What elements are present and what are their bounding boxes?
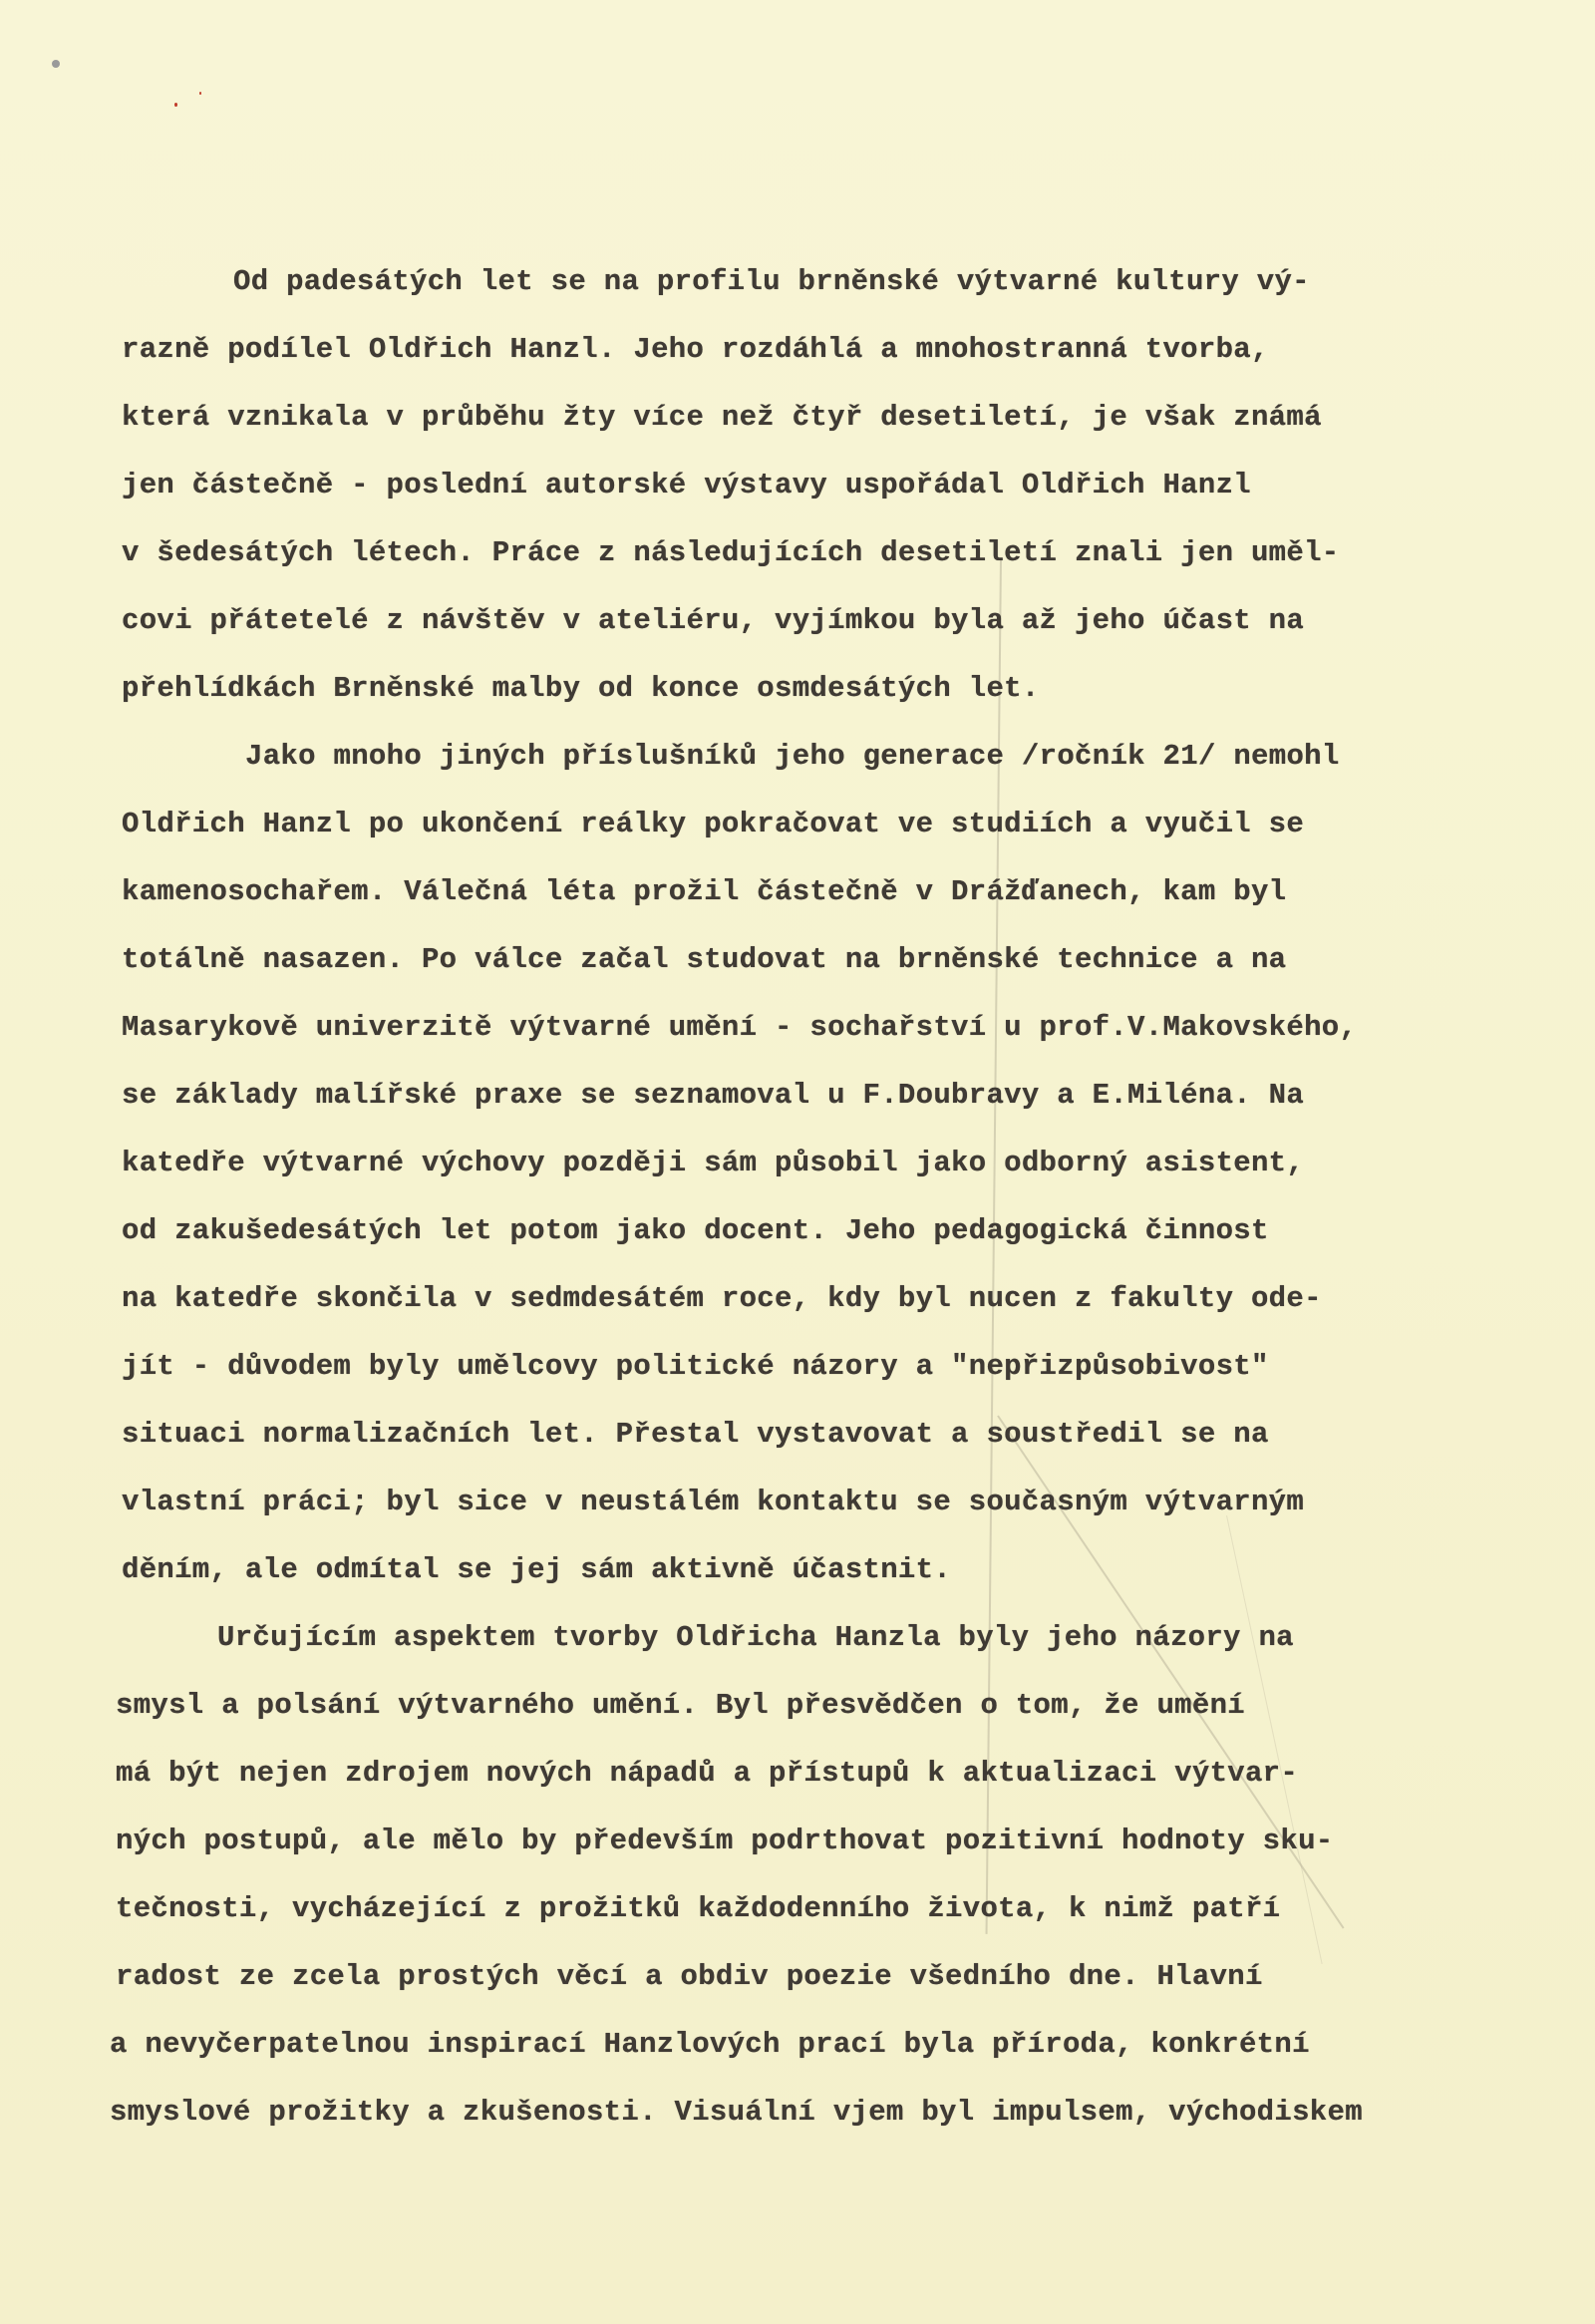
text-line: od zakušedesátých let potom jako docent. Jeho pedagogická činnost (122, 1214, 1269, 1247)
text-line: která vznikala v průběhu žty více než čtyř desetiletí, je však známá (122, 401, 1322, 434)
text-line: Masarykově univerzitě výtvarné umění - sochařství u prof.V.Makovského, (122, 1011, 1358, 1044)
text-line: Jako mnoho jiných příslušníků jeho generace /ročník 21/ nemohl (245, 740, 1340, 773)
text-line: kamenosochařem. Válečná léta prožil částečně v Drážďanech, kam byl (122, 875, 1287, 908)
text-line: situaci normalizačních let. Přestal vystavovat a soustředil se na (122, 1418, 1269, 1451)
text-line: smysl a polsání výtvarného umění. Byl přesvědčen o tom, že umění (116, 1689, 1245, 1722)
text-line: Od padesátých let se na profilu brněnské výtvarné kultury vý- (233, 265, 1310, 298)
text-line: tečnosti, vycházející z prožitků každodenního života, k nimž patří (116, 1892, 1281, 1925)
text-line: totálně nasazen. Po válce začal studovat na brněnské technice a na (122, 943, 1287, 976)
text-line: covi přátetelé z návštěv v ateliéru, vyjímkou byla až jeho účast na (122, 604, 1305, 637)
text-line: na katedře skončila v sedmdesátém roce, kdy byl nucen z fakulty ode- (122, 1282, 1322, 1315)
text-line: razně podílel Oldřich Hanzl. Jeho rozdáhlá a mnohostranná tvorba, (122, 333, 1269, 366)
text-line: ných postupů, ale mělo by především podrthovat pozitivní hodnoty sku- (116, 1825, 1334, 1857)
text-line: smyslové prožitky a zkušenosti. Visuální vjem byl impulsem, východiskem (110, 2096, 1363, 2129)
red-speck (199, 92, 201, 95)
text-line: se základy malířské praxe se seznamoval u F.Doubravy a E.Miléna. Na (122, 1079, 1305, 1112)
red-speck (174, 103, 177, 107)
text-line: katedře výtvarné výchovy později sám působil jako odborný asistent, (122, 1147, 1305, 1179)
text-line: Určujícím aspektem tvorby Oldřicha Hanzla byly jeho názory na (217, 1621, 1294, 1654)
text-line: a nevyčerpatelnou inspirací Hanzlových prací byla příroda, konkrétní (110, 2028, 1310, 2061)
text-line: má být nejen zdrojem nových nápadů a přístupů k aktualizaci výtvar- (116, 1757, 1299, 1790)
text-line: přehlídkách Brněnské malby od konce osmdesátých let. (122, 672, 1040, 705)
text-line: jen částečně - poslední autorské výstavy uspořádal Oldřich Hanzl (122, 469, 1251, 501)
ink-speck (52, 60, 60, 68)
text-line: radost ze zcela prostých věcí a obdiv poezie všedního dne. Hlavní (116, 1960, 1263, 1993)
text-line: v šedesátých létech. Práce z následujících desetiletí znali jen uměl- (122, 536, 1340, 569)
text-line: jít - důvodem byly umělcovy politické názory a "nepřizpůsobivost" (122, 1350, 1269, 1383)
text-line: děním, ale odmítal se jej sám aktivně účastnit. (122, 1553, 952, 1586)
text-line: vlastní práci; byl sice v neustálém kontaktu se současným výtvarným (122, 1486, 1305, 1518)
text-line: Oldřich Hanzl po ukončení reálky pokračovat ve studiích a vyučil se (122, 808, 1305, 840)
